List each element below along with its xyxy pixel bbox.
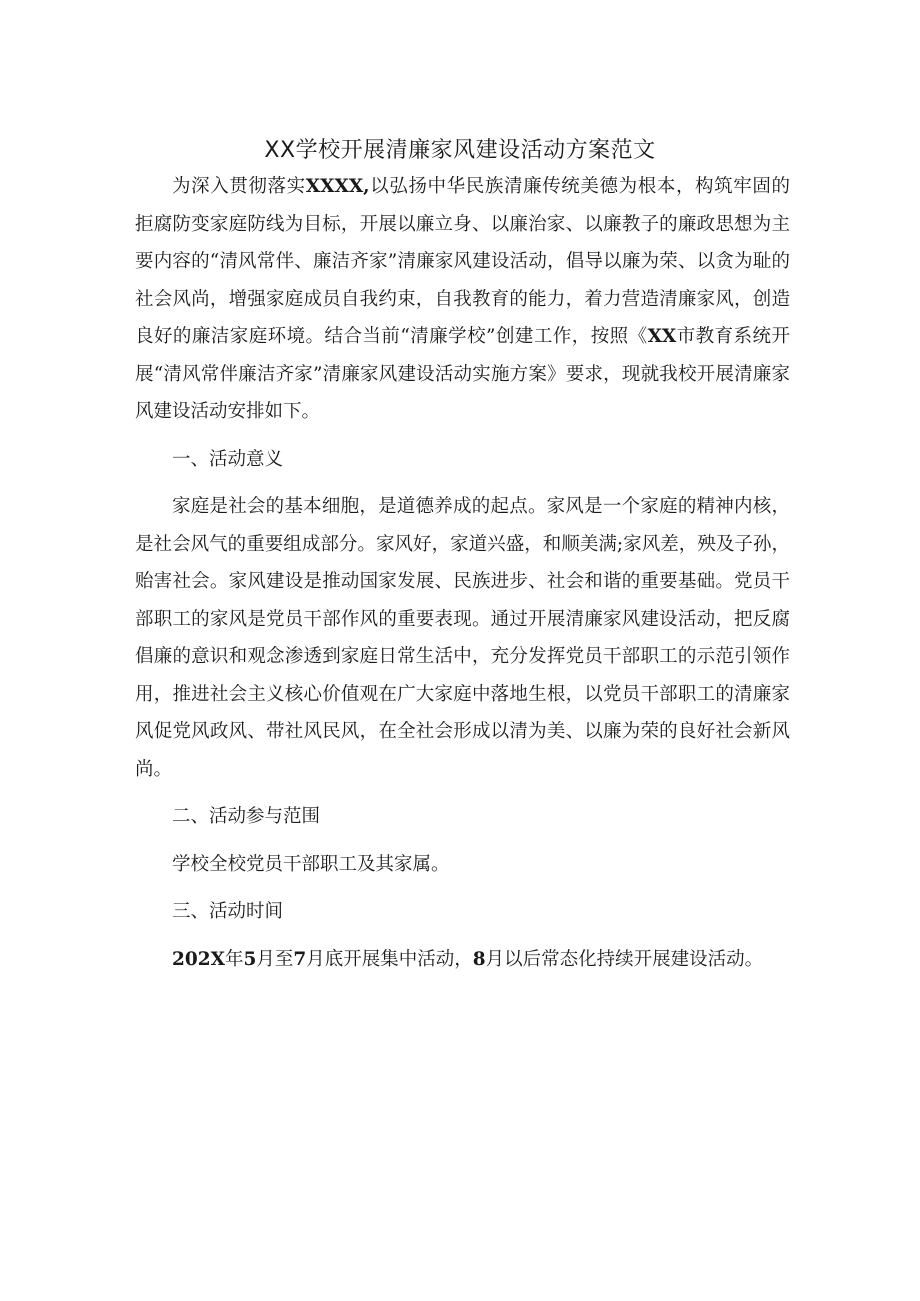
section2-heading: 二、活动参与范围	[172, 806, 321, 827]
intro-bold-2: XX	[647, 326, 677, 347]
section3-paragraph	[135, 941, 790, 979]
time-text-3: 月底开展集中活动，	[306, 948, 473, 970]
section1-paragraph: 家庭是社会的基本细胞，是道德养成的起点。家风是一个家庭的精神内核，是社会风气的重要组成部分。家风好，家道兴盛，和顺美满;家风差，殃及子孙，贻害社会。家风建设是推动国家发展、民族进步、社会和谐的重要基础。党员干部职工的家风是党员干部作风的重要表现。通过开展清廉家风建设活动，把反腐倡廉的意识和观念渗透到家庭日常生活中，充分发挥党员干部职工的示范引领作用，推进社会主义核心价值观在广大家庭中落地生根，以党员干部职工的清廉家风促党风政风、带社风民风，在全社会形成以清为美、以廉为荣的良好社会新风尚。	[135, 496, 790, 780]
section3-heading: 三、活动时间	[172, 901, 284, 922]
section1-heading: 一、活动意义	[172, 448, 284, 470]
intro-text-2: 以弘扬中华民族清廉传统美德为根本，构筑牢固的拒腐防变家庭防线为目标，开展以廉立身、以廉治家、以廉教子的廉政思想为主要内容的“清风常伴、廉洁齐家”清廉家风建设活动，倡导以廉为荣、以贪为耻的社会风尚，增强家庭成员自我约束，自我教育的能力，着力营造清廉家风，创造良好的廉洁家庭环境。结合当前“清廉学校”创建工作，按照《	[135, 176, 790, 347]
time-text-1: 年	[224, 948, 244, 970]
intro-paragraph	[135, 168, 790, 431]
intro-bold-1: XXXX,	[305, 176, 370, 197]
document-body	[135, 168, 790, 978]
intro-text-3: 市教育系统开展“清风常伴廉洁齐家”清廉家风建设活动实施方案》要求，现就我校开展清廉家风建设活动安排如下。	[135, 326, 790, 422]
document-title: XX学校开展清廉家风建设活动方案范文	[264, 137, 656, 163]
time-bold-month-3: 8	[472, 948, 486, 970]
intro-text-1: 为深入贯彻落实	[172, 176, 306, 197]
time-text-2: 月至	[256, 948, 294, 970]
time-bold-month-1: 5	[243, 948, 257, 970]
time-bold-month-2: 7	[293, 948, 307, 970]
section2-paragraph: 学校全校党员干部职工及其家属。	[172, 853, 450, 875]
time-bold-year: 202X	[172, 948, 225, 970]
time-text-4: 月以后常态化持续开展建设活动。	[485, 948, 764, 970]
